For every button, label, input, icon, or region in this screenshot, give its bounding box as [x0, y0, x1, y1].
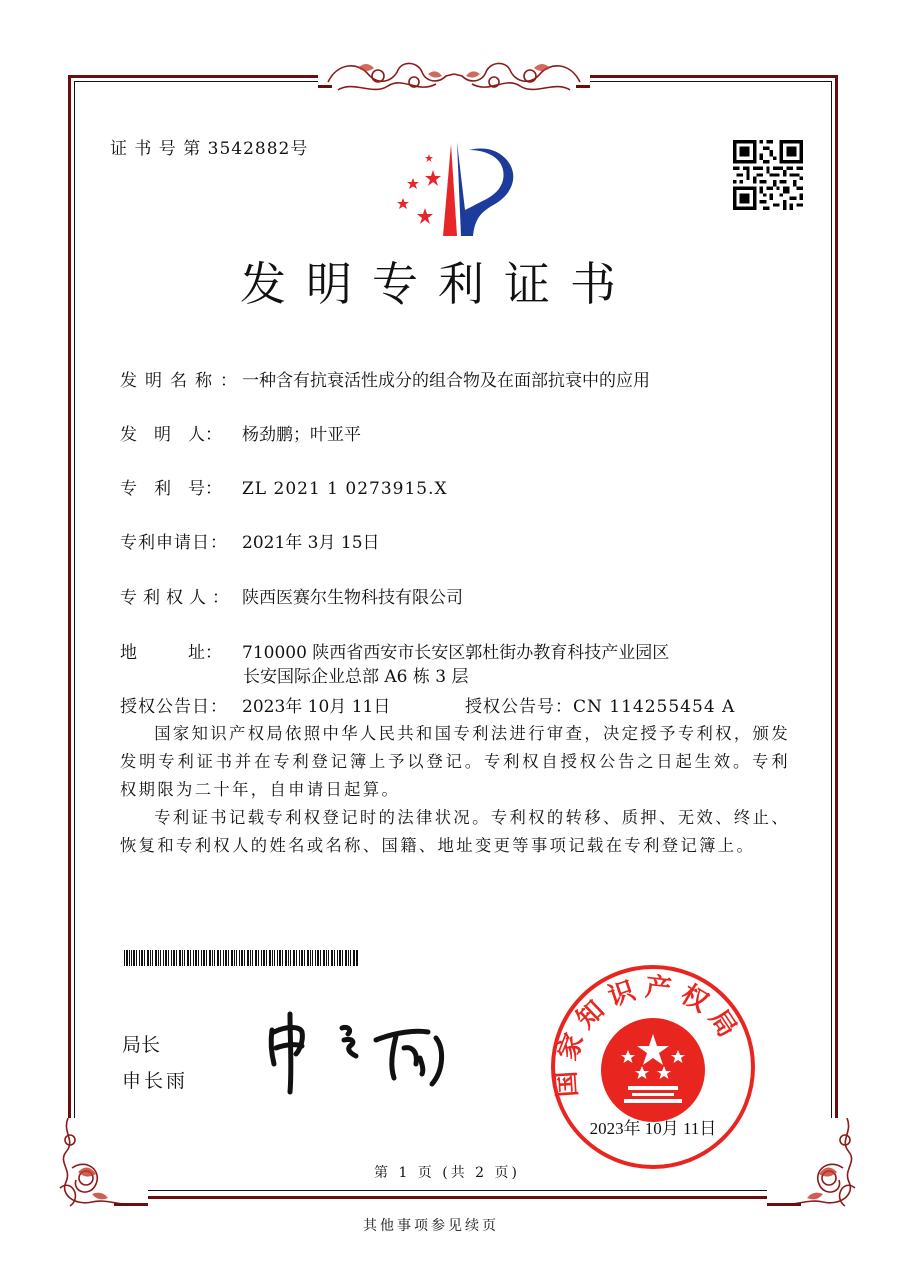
certificate-number-label: 证 书 号 第 [110, 139, 202, 159]
seal-date: 2023年 10月 11日 [589, 1119, 717, 1138]
page-indicator: 第 1 页 (共 2 页) [374, 1165, 520, 1181]
address-line1: 710000 陕西省西安市长安区郭杜街办教育科技产业园区 [242, 643, 670, 663]
invention-name-value: 一种含有抗衰活性成分的组合物及在面部抗衰中的应用 [242, 371, 650, 391]
document-title: 发明专利证书 [240, 257, 636, 311]
grant-date-value: 2023年 10月 11日 [242, 697, 391, 717]
invention-name-label: 发明名称： [120, 371, 245, 391]
field-inventors [120, 420, 361, 445]
certificate-number-value: 3542882 [207, 139, 291, 159]
seal-text: 国家知识产权局 [551, 972, 747, 1099]
field-grant-publication-number [465, 692, 735, 717]
address-label: 地 址： [120, 643, 222, 663]
patent-number-label: 专 利 号： [120, 479, 222, 499]
grant-publication-number-label: 授权公告号： [465, 697, 573, 717]
patent-number-value: ZL 2021 1 0273915.X [242, 479, 448, 499]
inventors-label: 发 明 人： [120, 425, 222, 445]
corner-ornament-bottom-left-icon [52, 1118, 148, 1218]
filing-date-value: 2021年 3月 15日 [242, 533, 380, 553]
director-signature-icon [266, 1008, 466, 1098]
filing-date-label: 专利申请日： [120, 533, 228, 553]
inventors-value: 杨劲鹏；叶亚平 [242, 425, 361, 445]
director-title: 局长 [122, 1034, 161, 1056]
field-address [120, 638, 669, 663]
barcode-icon [124, 950, 358, 966]
field-patent-number [120, 474, 448, 499]
legal-paragraph-1: 国家知识产权局依照中华人民共和国专利法进行审查，决定授予专利权，颁发发明专利证书并在专利登记簿上予以登记。专利权自授权公告之日起生效。专利权期限为二十年，自申请日起算。 [120, 724, 790, 799]
field-invention-name [120, 366, 650, 391]
field-grant-date [120, 692, 390, 717]
field-filing-date [120, 528, 380, 553]
patentee-label: 专利权人： [120, 588, 235, 608]
corner-ornament-bottom-right-icon [767, 1118, 863, 1218]
legal-paragraph-2: 专利证书记载专利权登记时的法律状况。专利权的转移、质押、无效、终止、恢复和专利权人的姓名或名称、国籍、地址变更等事项记载在专利登记簿上。 [120, 808, 790, 855]
address-line2: 长安国际企业总部 A6 栋 3 层 [243, 667, 469, 687]
top-ornament-icon [318, 52, 590, 102]
certificate-number [110, 134, 308, 159]
director-name: 申长雨 [122, 1070, 189, 1092]
qr-code-icon[interactable] [733, 140, 803, 210]
cnipa-logo-icon [385, 138, 525, 238]
continuation-note: 其他事项参见续页 [363, 1218, 499, 1234]
certificate-number-suffix: 号 [290, 139, 309, 159]
patentee-value: 陕西医赛尔生物科技有限公司 [242, 588, 463, 608]
field-patentee [120, 583, 463, 608]
grant-date-label: 授权公告日： [120, 697, 228, 717]
grant-publication-number-value: CN 114255454 A [573, 697, 736, 717]
official-seal-icon [548, 962, 758, 1172]
